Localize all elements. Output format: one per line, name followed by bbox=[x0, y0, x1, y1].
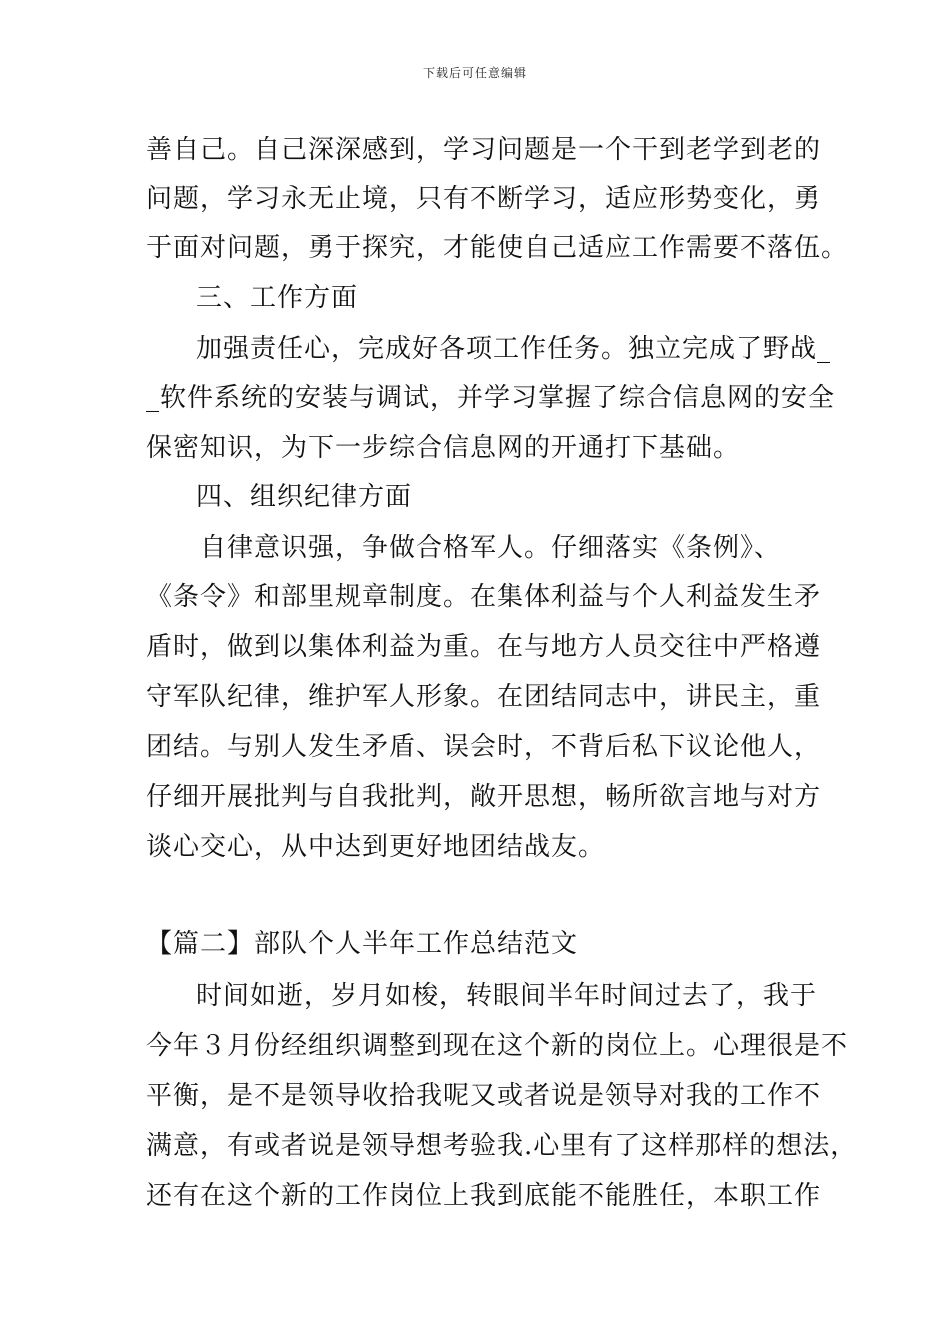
body-line: _软件系统的安装与调试，并学习掌握了综合信息网的安全 bbox=[146, 383, 836, 413]
body-line: 盾时，做到以集体利益为重。在与地方人员交往中严格遵 bbox=[146, 632, 822, 662]
page-header: 下载后可任意编辑 bbox=[422, 66, 527, 80]
section-heading: 三、工作方面 bbox=[196, 283, 359, 313]
body-line: 《条令》和部里规章制度。在集体利益与个人利益发生矛 bbox=[146, 582, 822, 612]
body-line: 满意，有或者说是领导想考验我.心里有了这样那样的想法， bbox=[146, 1131, 858, 1161]
body-line: 平衡，是不是领导收拾我呢又或者说是领导对我的工作不 bbox=[146, 1081, 822, 1111]
body-line: 加强责任心，完成好各项工作任务。独立完成了野战_ bbox=[196, 334, 832, 364]
body-line: 善自己。自己深深感到，学习问题是一个干到老学到老的 bbox=[146, 135, 822, 165]
body-line: 于面对问题，勇于探究，才能使自己适应工作需要不落伍。 bbox=[146, 233, 849, 263]
body-line: 谈心交心，从中达到更好地团结战友。 bbox=[146, 832, 606, 862]
body-line: 问题，学习永无止境，只有不断学习，适应形势变化，勇 bbox=[146, 184, 822, 214]
body-line: 团结。与别人发生矛盾、误会时，不背后私下议论他人， bbox=[146, 732, 822, 762]
article-title: 【篇二】部队个人半年工作总结范文 bbox=[146, 929, 579, 959]
section-heading: 四、组织纪律方面 bbox=[196, 482, 413, 512]
body-line: 还有在这个新的工作岗位上我到底能不能胜任，本职工作 bbox=[146, 1181, 822, 1211]
body-line: 自律意识强，争做合格军人。仔细落实《条例》、 bbox=[200, 533, 782, 563]
body-line: 守军队纪律，维护军人形象。在团结同志中，讲民主，重 bbox=[146, 682, 822, 712]
body-line: 仔细开展批判与自我批判，敞开思想，畅所欲言地与对方 bbox=[146, 782, 822, 812]
body-line: 今年３月份经组织调整到现在这个新的岗位上。心理很是不 bbox=[146, 1031, 849, 1061]
body-line: 保密知识，为下一步综合信息网的开通打下基础。 bbox=[146, 433, 741, 463]
body-line: 时间如逝，岁月如梭，转眼间半年时间过去了，我于 bbox=[196, 981, 818, 1011]
